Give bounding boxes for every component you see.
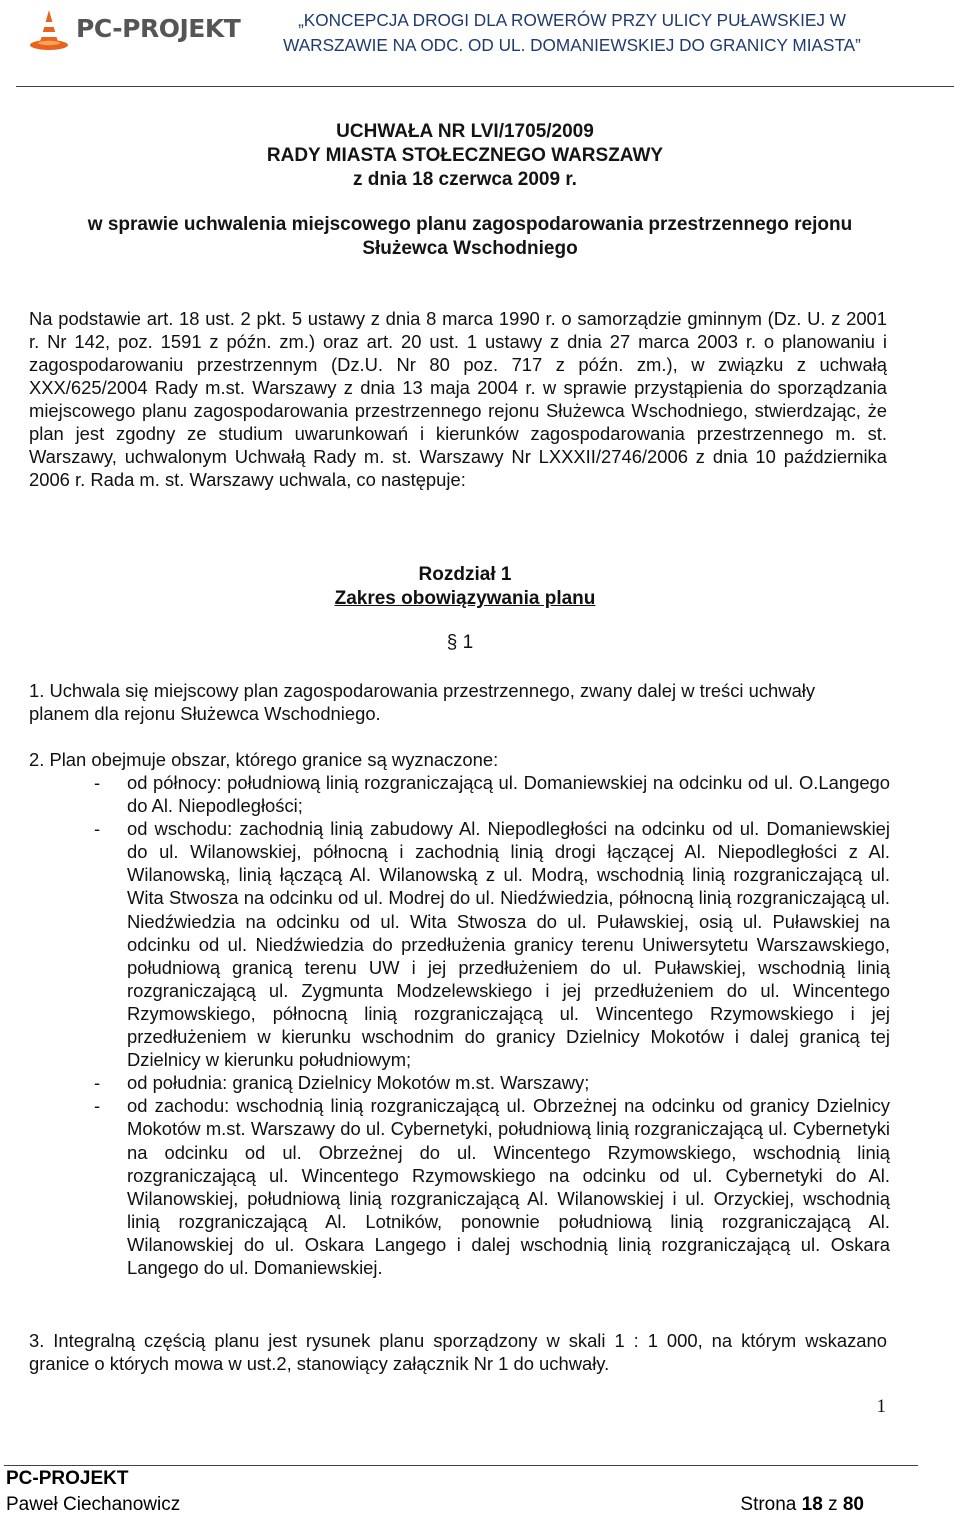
chapter-number: Rozdział 1 [418,564,512,585]
footer-divider [4,1465,918,1466]
point-1: 1. Uchwala się miejscowy plan zagospodarowania przestrzennego, zwany dalej w treści uchwały planem dla rejonu Służewca Wschodniego. [29,680,816,724]
page-total: 80 [842,1494,864,1515]
resolution-title: UCHWAŁA NR LVI/1705/2009 [336,121,594,142]
council-name: RADY MIASTA STOŁECZNEGO WARSZAWY [266,145,664,166]
list-bullet: - [94,1095,101,1117]
preamble: Na podstawie art. 18 ust. 2 pkt. 5 ustawy z dnia 8 marca 1990 r. o samorządzie gminnym (Dz. U. z 2001 r. Nr 142, poz. 1591 z późn. zm.) oraz art. 20 ust. 1 ustawy z dnia 27 marca 2003 r. o planowaniu i zagospodarowaniu przestrzennym (Dz.U. Nr 80 poz. 717 z późn. zm.), w związku z uchwałą XXX/625/2004 Rady m.st. Warszawy z dnia 13 maja 2004 r. w sprawie przystąpienia do sporządzania miejscowego planu zagospodarowania przestrzennego rejonu Służewca Wschodniego, stwierdzając, że plan jest zgodny ze studium uwarunkowań i kierunków zagospodarowania przestrzennego m. st. Warszawy, uchwalonym Uchwałą Rady m. st. Warszawy Nr LXXXII/2746/2006 z dnia 10 października 2006 r. Rada m. st. Warszawy uchwala, co następuje: [29,308,887,490]
list-bullet: - [94,772,101,793]
list-item [20,1094,890,1279]
footer-author: Paweł Ciechanowicz [6,1494,181,1515]
list-item-text: od północy: południową linią rozgraniczającą ul. Domaniewskiej na odcinku od ul. O.Langego do Al. Niepodległości; [127,772,890,817]
list-item [20,817,890,1071]
chapter-title-text: Zakres obowiązywania planu [334,588,596,609]
list-item [20,1071,890,1094]
footer-company: PC-PROJEKT [6,1468,129,1489]
resolution-subject: w sprawie uchwalenia miejscowego planu zagospodarowania przestrzennego rejonu Służewca Wschodniego [87,214,853,259]
point-3: 3. Integralną częścią planu jest rysunek planu sporządzony w skali 1 : 1 000, na którym wskazano granice o których mowa w ust.2, stanowiący załącznik Nr 1 do uchwały. [29,1330,887,1374]
list-bullet: - [94,818,101,840]
company-logo [28,8,241,52]
list-bullet: - [94,1072,101,1094]
list-item-text: od zachodu: wschodnią linią rozgraniczającą ul. Obrzeżnej na odcinku od granicy Dzielnicy Mokotów m.st. Warszawy do ul. Cybernetyki, południową linią rozgraniczającą ul. Cybernetyki na odcinku od ul. Obrzeżnej do ul. Wincentego Rzymowskiego, wschodnią linią rozgraniczającą ul. Wincentego Rzymowskiego na odcinku od ul. Cybernetyki do Al. Wilanowskiej, południową linią rozgraniczającą Al. Wilanowskiej i ul. Orzyckiej, wschodnią linią rozgraniczającą Al. Lotników, ponownie południową linią rozgraniczającą Al. Wilanowskiej do ul. Oskara Langego i dalej wschodnią linią rozgraniczającą ul. Oskara Langego do ul. Domaniewskiej. [127,1095,890,1278]
page-current: 18 [801,1494,823,1515]
traffic-cone-icon [28,8,70,52]
list-item-text: od południa: granicą Dzielnicy Mokotów m.st. Warszawy; [127,1072,590,1094]
point-2-intro: 2. Plan obejmuje obszar, którego granice są wyznaczone: [29,749,499,770]
resolution-date: z dnia 18 czerwca 2009 r. [353,169,577,190]
list-item [20,771,890,817]
list-item-text: od wschodu: zachodnią linią zabudowy Al. Niepodległości na odcinku od ul. Domaniewskiej do ul. Wilanowskiej, północną i zachodnią linią drogi łączącej Al. Niepodległości z Al. Wilanowską, linią łączącą Al. Wilanowską z ul. Modrą, wschodnią linią rozgraniczającą ul. Wita Stwosza na odcinku od ul. Modrej do ul. Niedźwiedzia, północną linią rozgraniczającą ul. Niedźwiedzia na odcinku od ul. Wita Stwosza do ul. Puławskiej, osią ul. Puławskiej na odcinku od ul. Niedźwiedzia do przedłużenia granicy terenu Uniwersytetu Warszawskiego, południową granicą terenu UW i jej przedłużeniem do ul. Puławskiej, wschodnią linią rozgraniczającą ul. Zygmunta Modzelewskiego i jej przedłużeniem do ul. Wincentego Rzymowskiego, północną linią rozgraniczającą ul. Wincentego Rzymowskiego i jej przedłużeniem w kierunku wschodnim do granicy Dzielnicy Mokotów i dalej granicą tej Dzielnicy w kierunku południowym; [127,818,890,1071]
page-counter [740,1494,864,1516]
scanned-page [20,96,910,1426]
logo-text: PC-PROJEKT [76,14,241,43]
chapter-title [20,587,910,611]
section-mark: § 1 [446,632,474,653]
scan-page-number: 1 [876,1396,886,1417]
header-divider [16,86,954,87]
page-separator: z [828,1494,838,1515]
page-label: Strona [740,1494,797,1515]
boundary-list [20,771,890,1279]
report-title: „KONCEPCJA DROGI DLA ROWERÓW PRZY ULICY PUŁAWSKIEJ W WARSZAWIE NA ODC. OD UL. DOMANIEWSKIEJ DO GRANICY MIASTA” [283,10,861,55]
